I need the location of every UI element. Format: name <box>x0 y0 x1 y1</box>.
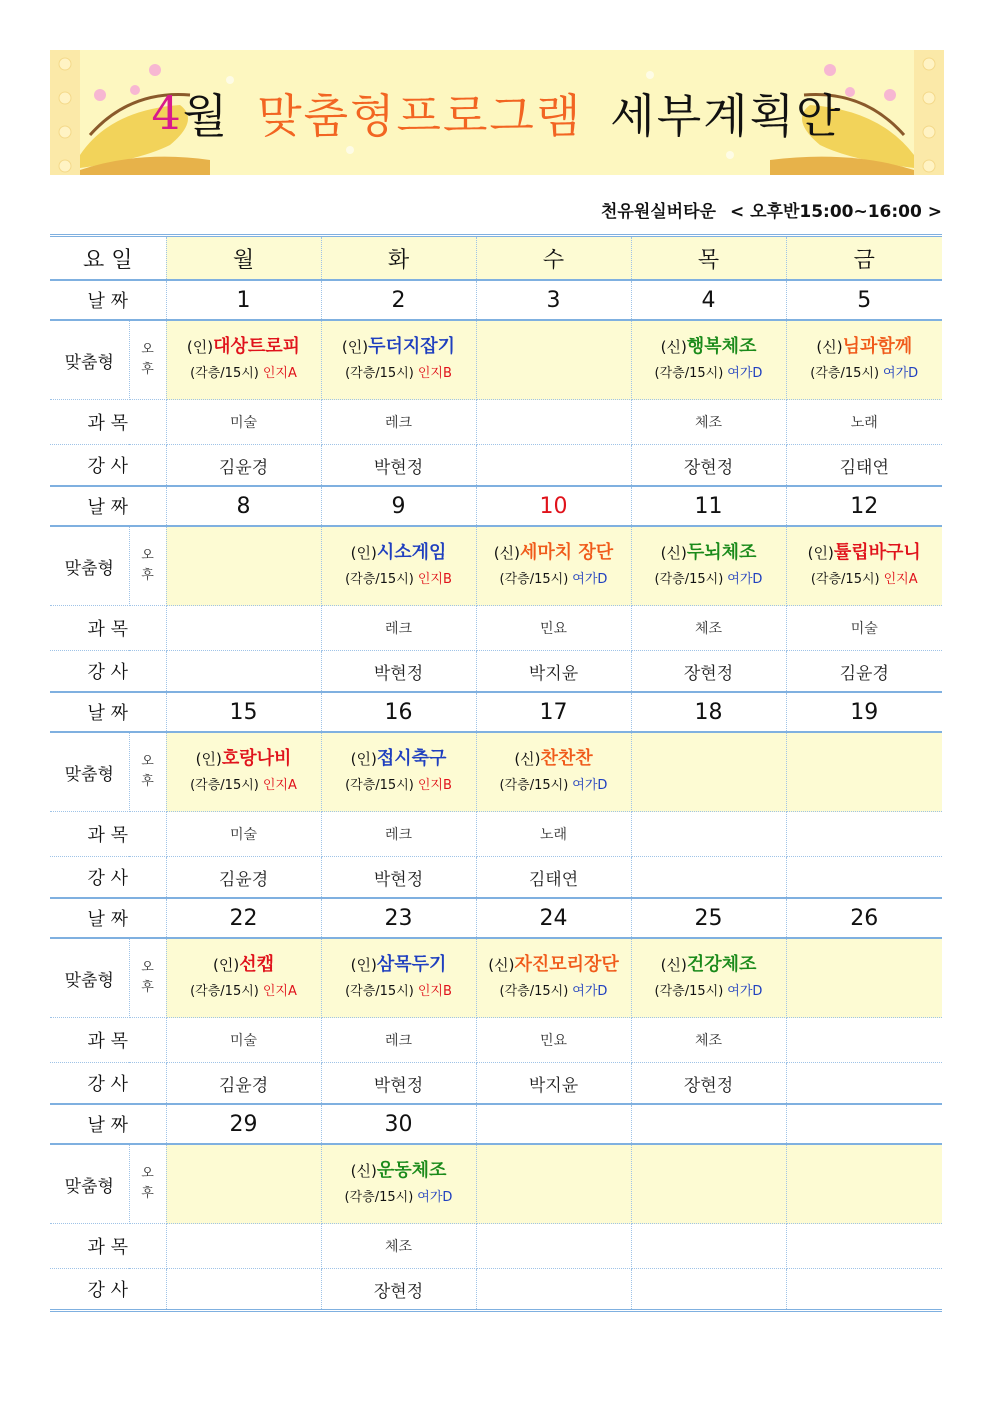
date-cell: 1 <box>166 280 321 320</box>
program-cell <box>631 320 786 400</box>
teacher-cell: 박현정 <box>321 857 476 899</box>
program-info <box>167 981 321 1003</box>
program-label: 맞춤형 <box>50 320 129 400</box>
program-location-time: (각층/15시) <box>345 572 414 587</box>
program-title: 행복체조 <box>686 336 757 357</box>
date-cell <box>631 1104 786 1144</box>
subject-cell <box>786 1018 942 1063</box>
subject-row <box>50 606 942 651</box>
program-location-time: (각층/15시) <box>810 572 880 587</box>
teacher-row <box>50 1269 942 1311</box>
program-prefix: (인) <box>195 750 222 768</box>
program-info <box>167 363 321 385</box>
program-row <box>50 1144 942 1224</box>
subject-cell <box>786 1224 942 1269</box>
subject-cell <box>631 812 786 857</box>
date-cell: 24 <box>476 898 631 938</box>
afternoon-label-o: 오 <box>141 960 154 975</box>
program-info <box>632 569 786 591</box>
teacher-cell <box>786 1269 942 1311</box>
subject-cell <box>166 1224 321 1269</box>
program-cell <box>786 1144 942 1224</box>
program-info <box>322 1187 476 1209</box>
program-title: 호랑나비 <box>221 748 292 769</box>
subject-row <box>50 812 942 857</box>
program-location-time: (각층/15시) <box>499 984 569 999</box>
date-cell <box>476 1104 631 1144</box>
program-name <box>477 953 631 977</box>
afternoon-label-hu: 후 <box>141 362 154 377</box>
program-cell <box>631 526 786 606</box>
subject-cell: 체조 <box>321 1224 476 1269</box>
subject-cell: 노래 <box>786 400 942 445</box>
program-location-time: (각층/15시) <box>190 778 259 793</box>
subject-label: 과 목 <box>50 606 166 651</box>
program-cell <box>321 526 476 606</box>
program-label: 맞춤형 <box>50 732 129 812</box>
program-info <box>477 569 631 591</box>
teacher-cell <box>476 445 631 487</box>
teacher-cell: 박지윤 <box>476 1063 631 1105</box>
subject-cell: 레크 <box>321 812 476 857</box>
teacher-label: 강 사 <box>50 857 166 899</box>
teacher-row <box>50 445 942 487</box>
program-info <box>477 981 631 1003</box>
program-label: 맞춤형 <box>50 938 129 1018</box>
program-name <box>167 335 321 359</box>
subject-cell: 미술 <box>166 1018 321 1063</box>
teacher-cell: 김태연 <box>476 857 631 899</box>
teacher-cell <box>166 1269 321 1311</box>
date-cell: 26 <box>786 898 942 938</box>
title-plan: 세부계획안 <box>610 88 843 143</box>
subject-cell: 미술 <box>786 606 942 651</box>
title-month-number: 4 <box>151 85 183 140</box>
subject-cell: 체조 <box>631 1018 786 1063</box>
program-name <box>322 541 476 565</box>
date-row <box>50 898 942 938</box>
date-cell: 3 <box>476 280 631 320</box>
teacher-cell: 김윤경 <box>166 445 321 487</box>
program-label: 맞춤형 <box>50 1144 129 1224</box>
program-level: 인지A <box>883 572 918 587</box>
program-title: 님과함께 <box>842 336 913 357</box>
teacher-cell: 장현정 <box>631 1063 786 1105</box>
date-cell: 17 <box>476 692 631 732</box>
date-cell: 10 <box>476 486 631 526</box>
program-level: 인지A <box>262 366 297 381</box>
date-cell: 5 <box>786 280 942 320</box>
afternoon-label-hu: 후 <box>141 568 154 583</box>
date-cell <box>786 1104 942 1144</box>
teacher-cell <box>786 857 942 899</box>
subject-cell: 미술 <box>166 400 321 445</box>
program-name <box>167 747 321 771</box>
date-label: 날 짜 <box>50 280 166 320</box>
program-level: 여가D <box>883 366 919 381</box>
program-label: 맞춤형 <box>50 526 129 606</box>
subject-cell: 민요 <box>476 1018 631 1063</box>
program-prefix: (신) <box>350 1162 377 1180</box>
afternoon-label-hu: 후 <box>141 980 154 995</box>
title-banner <box>50 50 944 175</box>
date-label: 날 짜 <box>50 486 166 526</box>
date-cell: 2 <box>321 280 476 320</box>
date-label: 날 짜 <box>50 1104 166 1144</box>
program-level: 인지B <box>417 778 452 793</box>
date-cell: 12 <box>786 486 942 526</box>
subject-cell <box>166 606 321 651</box>
teacher-cell <box>166 651 321 693</box>
date-cell: 8 <box>166 486 321 526</box>
weekday-label: 요 일 <box>50 236 166 281</box>
program-location-time: (각층/15시) <box>345 778 414 793</box>
program-title: 삼목두기 <box>376 954 447 975</box>
program-info <box>477 775 631 797</box>
teacher-cell: 김윤경 <box>786 651 942 693</box>
program-prefix: (신) <box>514 750 541 768</box>
program-prefix: (인) <box>350 956 377 974</box>
afternoon-label-o: 오 <box>141 1166 154 1181</box>
teacher-cell: 박지윤 <box>476 651 631 693</box>
subject-cell: 레크 <box>321 400 476 445</box>
program-info <box>322 569 476 591</box>
program-location-time: (각층/15시) <box>654 572 724 587</box>
program-level: 인지A <box>262 984 297 999</box>
program-name <box>787 335 943 359</box>
teacher-cell: 장현정 <box>631 651 786 693</box>
program-cell <box>166 732 321 812</box>
teacher-cell: 박현정 <box>321 445 476 487</box>
program-level: 인지B <box>417 984 452 999</box>
afternoon-label <box>129 1144 166 1224</box>
program-name <box>477 747 631 771</box>
program-title: 선캡 <box>239 954 274 975</box>
program-prefix: (신) <box>660 956 687 974</box>
program-title: 접시축구 <box>376 748 447 769</box>
page-title <box>50 50 944 175</box>
program-title: 대상트로피 <box>213 336 301 357</box>
program-cell <box>631 938 786 1018</box>
program-cell <box>476 732 631 812</box>
program-prefix: (신) <box>660 544 687 562</box>
program-name <box>167 953 321 977</box>
subtitle <box>601 197 942 222</box>
program-cell <box>786 320 942 400</box>
date-cell: 4 <box>631 280 786 320</box>
program-location-time: (각층/15시) <box>499 778 569 793</box>
program-name <box>632 335 786 359</box>
program-level: 여가D <box>727 366 763 381</box>
date-row <box>50 486 942 526</box>
date-cell: 23 <box>321 898 476 938</box>
teacher-cell: 김윤경 <box>166 857 321 899</box>
teacher-cell: 박현정 <box>321 651 476 693</box>
program-title: 세마치 장단 <box>519 542 614 563</box>
date-cell: 19 <box>786 692 942 732</box>
program-title: 두더지잡기 <box>368 336 456 357</box>
program-location-time: (각층/15시) <box>345 366 414 381</box>
afternoon-label <box>129 320 166 400</box>
subject-label: 과 목 <box>50 1018 166 1063</box>
date-row <box>50 1104 942 1144</box>
teacher-cell <box>631 857 786 899</box>
session-time: < 오후반15:00~16:00 > <box>729 202 942 222</box>
program-prefix: (인) <box>186 338 214 356</box>
date-cell: 30 <box>321 1104 476 1144</box>
program-name <box>787 541 943 565</box>
program-row <box>50 526 942 606</box>
teacher-label: 강 사 <box>50 651 166 693</box>
program-cell <box>476 938 631 1018</box>
program-cell <box>476 320 631 400</box>
subject-row <box>50 400 942 445</box>
program-prefix: (신) <box>660 338 687 356</box>
program-title: 두뇌체조 <box>686 542 757 563</box>
date-row <box>50 692 942 732</box>
program-prefix: (인) <box>350 750 377 768</box>
program-info <box>322 981 476 1003</box>
subject-cell: 체조 <box>631 400 786 445</box>
program-name <box>322 953 476 977</box>
date-cell: 18 <box>631 692 786 732</box>
teacher-cell: 장현정 <box>631 445 786 487</box>
program-cell <box>321 1144 476 1224</box>
teacher-cell: 장현정 <box>321 1269 476 1311</box>
program-name <box>322 1159 476 1183</box>
teacher-row <box>50 857 942 899</box>
program-cell <box>786 938 942 1018</box>
program-name <box>477 541 631 565</box>
program-prefix: (신) <box>816 338 843 356</box>
date-cell: 22 <box>166 898 321 938</box>
program-level: 여가D <box>417 1190 453 1205</box>
program-info <box>632 981 786 1003</box>
weekday-wed: 수 <box>476 236 631 281</box>
subject-row <box>50 1018 942 1063</box>
program-cell <box>786 732 942 812</box>
subject-cell: 노래 <box>476 812 631 857</box>
program-prefix: (인) <box>213 956 240 974</box>
program-name <box>322 335 476 359</box>
afternoon-label <box>129 732 166 812</box>
weekday-row <box>50 236 942 281</box>
program-level: 인지B <box>417 572 452 587</box>
date-row <box>50 280 942 320</box>
subject-cell <box>476 1224 631 1269</box>
program-info <box>787 363 943 385</box>
weekday-mon: 월 <box>166 236 321 281</box>
program-cell <box>631 732 786 812</box>
afternoon-label-o: 오 <box>141 548 154 563</box>
program-title: 튤립바구니 <box>833 542 921 563</box>
afternoon-label-o: 오 <box>141 342 154 357</box>
subject-cell <box>786 812 942 857</box>
program-row <box>50 320 942 400</box>
subject-label: 과 목 <box>50 400 166 445</box>
afternoon-label <box>129 938 166 1018</box>
teacher-cell: 박현정 <box>321 1063 476 1105</box>
program-prefix: (인) <box>350 544 377 562</box>
program-location-time: (각층/15시) <box>654 984 724 999</box>
program-cell <box>786 526 942 606</box>
program-level: 여가D <box>727 572 763 587</box>
date-cell: 25 <box>631 898 786 938</box>
subject-cell: 체조 <box>631 606 786 651</box>
teacher-cell: 김태연 <box>786 445 942 487</box>
program-cell <box>476 1144 631 1224</box>
date-cell: 11 <box>631 486 786 526</box>
date-cell: 16 <box>321 692 476 732</box>
date-label: 날 짜 <box>50 692 166 732</box>
afternoon-label <box>129 526 166 606</box>
program-title: 건강체조 <box>686 954 757 975</box>
program-prefix: (신) <box>488 956 515 974</box>
subject-cell: 레크 <box>321 1018 476 1063</box>
program-row <box>50 938 942 1018</box>
subject-cell: 미술 <box>166 812 321 857</box>
program-location-time: (각층/15시) <box>810 366 880 381</box>
date-cell: 9 <box>321 486 476 526</box>
afternoon-label-o: 오 <box>141 754 154 769</box>
program-name <box>322 747 476 771</box>
program-info <box>322 363 476 385</box>
afternoon-label-hu: 후 <box>141 1186 154 1201</box>
subject-label: 과 목 <box>50 812 166 857</box>
date-cell: 15 <box>166 692 321 732</box>
teacher-row <box>50 651 942 693</box>
program-info <box>167 775 321 797</box>
program-title: 자진모리장단 <box>514 954 619 975</box>
program-cell <box>631 1144 786 1224</box>
date-cell: 29 <box>166 1104 321 1144</box>
weekday-tue: 화 <box>321 236 476 281</box>
program-cell <box>166 320 321 400</box>
program-row <box>50 732 942 812</box>
program-location-time: (각층/15시) <box>344 1190 414 1205</box>
program-info <box>322 775 476 797</box>
organization-name: 천유원실버타운 <box>600 202 716 222</box>
program-info <box>632 363 786 385</box>
date-label: 날 짜 <box>50 898 166 938</box>
teacher-cell: 김윤경 <box>166 1063 321 1105</box>
subject-cell: 레크 <box>321 606 476 651</box>
program-location-time: (각층/15시) <box>190 366 259 381</box>
weekday-thu: 목 <box>631 236 786 281</box>
program-prefix: (신) <box>493 544 520 562</box>
title-month-unit: 월 <box>182 88 230 143</box>
program-name <box>632 541 786 565</box>
teacher-label: 강 사 <box>50 1063 166 1105</box>
program-location-time: (각층/15시) <box>345 984 414 999</box>
program-title: 운동체조 <box>376 1160 447 1181</box>
program-cell <box>166 938 321 1018</box>
program-name <box>632 953 786 977</box>
subject-cell <box>631 1224 786 1269</box>
schedule-body <box>50 236 942 1311</box>
program-title: 찬찬찬 <box>540 748 593 769</box>
program-title: 시소게임 <box>376 542 447 563</box>
program-level: 인지B <box>417 366 452 381</box>
program-cell <box>166 526 321 606</box>
teacher-label: 강 사 <box>50 445 166 487</box>
program-cell <box>321 732 476 812</box>
program-level: 여가D <box>572 984 608 999</box>
program-level: 여가D <box>727 984 763 999</box>
teacher-cell <box>631 1269 786 1311</box>
subject-label: 과 목 <box>50 1224 166 1269</box>
subject-cell <box>476 400 631 445</box>
program-level: 인지A <box>262 778 297 793</box>
afternoon-label-hu: 후 <box>141 774 154 789</box>
program-cell <box>321 320 476 400</box>
program-cell <box>166 1144 321 1224</box>
program-level: 여가D <box>572 572 608 587</box>
teacher-cell <box>476 1269 631 1311</box>
program-cell <box>321 938 476 1018</box>
program-prefix: (인) <box>341 338 369 356</box>
program-location-time: (각층/15시) <box>654 366 724 381</box>
title-program: 맞춤형프로그램 <box>257 88 583 143</box>
program-location-time: (각층/15시) <box>190 984 259 999</box>
schedule-table <box>50 234 942 1312</box>
teacher-label: 강 사 <box>50 1269 166 1311</box>
program-level: 여가D <box>572 778 608 793</box>
program-cell <box>476 526 631 606</box>
program-prefix: (인) <box>807 544 834 562</box>
subject-row <box>50 1224 942 1269</box>
teacher-cell <box>786 1063 942 1105</box>
weekday-fri: 금 <box>786 236 942 281</box>
program-location-time: (각층/15시) <box>499 572 569 587</box>
teacher-row <box>50 1063 942 1105</box>
program-info <box>787 569 943 591</box>
subject-cell: 민요 <box>476 606 631 651</box>
